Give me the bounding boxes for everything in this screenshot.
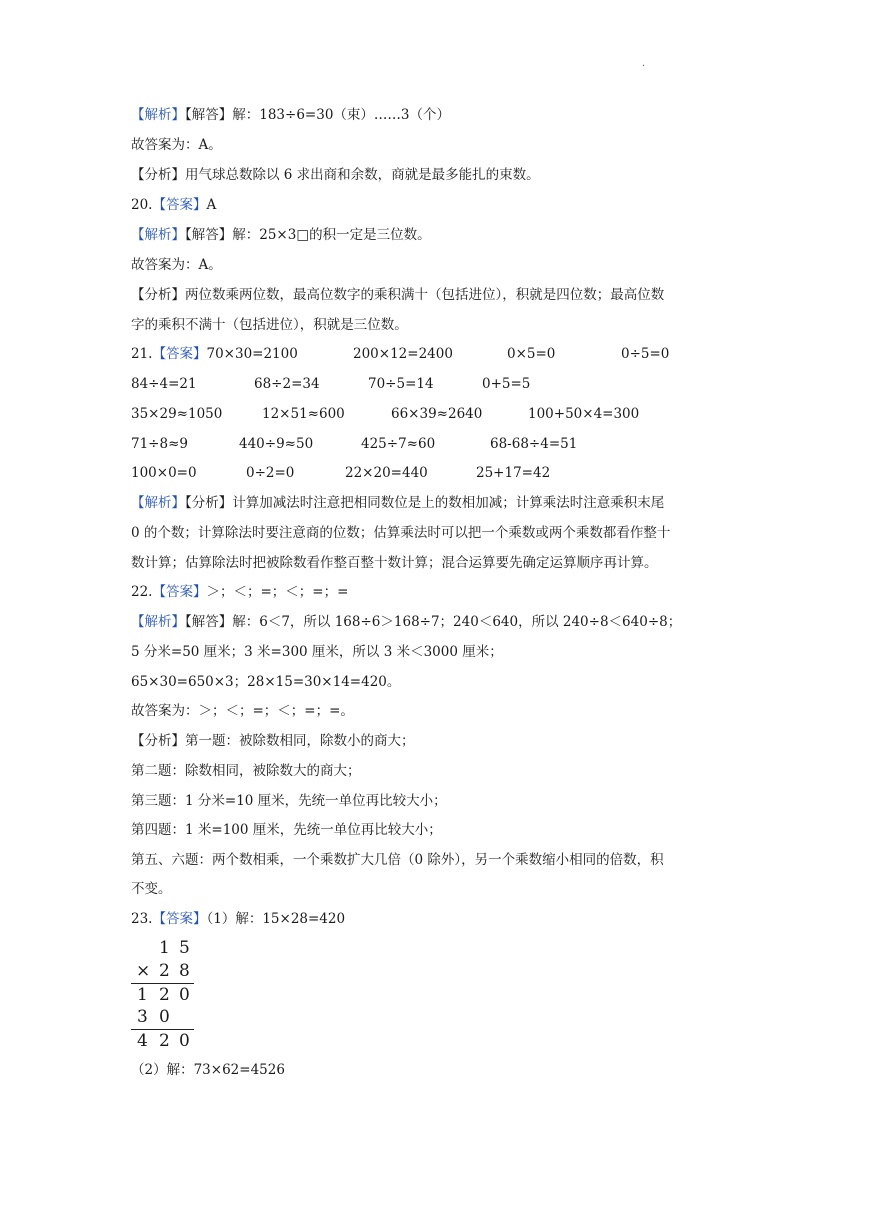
q22-answer: 故答案为：＞；＜；=；＜；=；=。 [131, 703, 354, 719]
digit: 1 [159, 938, 170, 958]
tag-daan: 【答案】 [152, 584, 207, 600]
digit: 2 [159, 985, 170, 1005]
tag-jiexi: 【解析】 [131, 614, 185, 630]
digit: 4 [137, 1031, 148, 1051]
q21-analysis-line [131, 494, 664, 512]
q20-analysis-line [131, 286, 664, 304]
q21-cell: 200×12=2400 [353, 346, 453, 362]
q21-analysis-2: 0 的个数；计算除法时要注意商的位数；估算乘法时可以把一个乘数或两个乘数都看作整十 [131, 525, 671, 541]
q22-solve-2: 5 分米=50 厘米；3 米=300 厘米，所以 3 米＜3000 厘米； [131, 644, 503, 660]
q20-analysis-2: 字的乘积不满十（包括进位），积就是三位数。 [131, 317, 408, 333]
tag-jieda: 【解答】 [185, 107, 233, 123]
calc-rule [131, 983, 194, 984]
q21-cell: 0÷2=0 [246, 465, 295, 481]
tag-jiexi: 【解析】 [131, 227, 185, 243]
q21-cell: 25+17=42 [476, 465, 551, 481]
q19-solve: 解：183÷6=30（束）……3（个） [232, 107, 450, 123]
q21-cell: 425÷7≈60 [361, 436, 436, 452]
q21-row-5 [131, 464, 551, 482]
q21-cell: 70×30=2100 [206, 346, 298, 362]
q21-cell: 100×0=0 [131, 465, 197, 481]
q21-cell: 0×5=0 [507, 346, 556, 362]
q22-analysis-1: 第一题：被除数相同，除数小的商大； [185, 733, 415, 749]
q23-part-1: （1）解：15×28=420 [206, 911, 346, 927]
q21-cell: 12×51≈600 [262, 406, 345, 422]
digit: 0 [179, 1031, 190, 1051]
q21-analysis-1: 计算加减法时注意把相同数位是上的数相加减；计算乘法时注意乘积末尾 [232, 495, 665, 511]
q19-answer: 故答案为：A。 [131, 137, 222, 153]
tag-fenxi: 【分析】 [131, 287, 185, 303]
q21-cell: 0÷5=0 [621, 346, 670, 362]
q21-cell: 0+5=5 [482, 376, 531, 392]
q21-row-3 [131, 405, 640, 423]
q22-ans: ＞；＜；=；＜；=；= [206, 584, 349, 600]
tag-jieda: 【解答】 [185, 614, 233, 630]
q21-cell: 66×39≈2640 [391, 406, 483, 422]
q22-answer-line [131, 583, 348, 601]
tag-jiexi: 【解析】 [131, 495, 185, 511]
tag-jieda: 【解答】 [185, 227, 233, 243]
digit: 5 [179, 938, 190, 958]
tag-fenxi: 【分析】 [185, 495, 233, 511]
times-sign: × [136, 961, 151, 981]
calc-rule [131, 1029, 194, 1030]
q21-row-1 [131, 345, 670, 363]
q20-solve-line [131, 226, 431, 244]
digit: 0 [159, 1007, 170, 1027]
digit: 3 [137, 1007, 148, 1027]
tag-jiexi: 【解析】 [131, 107, 185, 123]
q21-cell: 84÷4=21 [131, 376, 197, 392]
q21-cell: 35×29≈1050 [131, 406, 223, 422]
tag-fenxi: 【分析】 [131, 733, 185, 749]
digit: 1 [137, 985, 148, 1005]
digit: 2 [159, 1031, 170, 1051]
q19-analysis: 用气球总数除以 6 求出商和余数，商就是最多能扎的束数。 [185, 167, 540, 183]
q20-number: 20. [131, 197, 153, 213]
q21-analysis-3: 数计算；估算除法时把被除数看作整百整十数计算；混合运算要先确定运算顺序再计算。 [131, 555, 658, 571]
q21-cell: 71÷8≈9 [131, 436, 188, 452]
q21-cell: 22×20=440 [345, 465, 428, 481]
q22-analysis-3: 第三题：1 分米=10 厘米，先统一单位再比较大小； [131, 793, 447, 809]
q19-analysis-line [131, 166, 540, 184]
q20-answer: 故答案为：A。 [131, 257, 222, 273]
q20-solve: 解：25×3□的积一定是三位数。 [232, 227, 431, 243]
q21-cell: 70÷5=14 [368, 376, 434, 392]
q21-cell: 68÷2=34 [254, 376, 320, 392]
q22-analysis-2: 第二题：除数相同，被除数大的商大； [131, 763, 361, 779]
q21-row-2 [131, 375, 531, 393]
q21-cell: 440÷9≈50 [239, 436, 314, 452]
q23-answer-line [131, 910, 345, 928]
q23-part-2: （2）解：73×62=4526 [131, 1062, 285, 1078]
digit: 2 [159, 961, 170, 981]
q20-analysis-1: 两位数乘两位数，最高位数字的乘积满十（包括进位），积就是四位数；最高位数 [185, 287, 665, 303]
q22-analysis-5: 第五、六题：两个数相乘，一个乘数扩大几倍（0 除外），另一个乘数缩小相同的倍数，积 [131, 852, 664, 868]
tag-daan: 【答案】 [152, 346, 207, 362]
q23-number: 23. [131, 911, 153, 927]
q22-solve-3: 65×30=650×3；28×15=30×14=420。 [131, 674, 401, 690]
tag-daan: 【答案】 [152, 197, 207, 213]
digit: 0 [179, 985, 190, 1005]
digit: 8 [179, 961, 190, 981]
q22-solve-line [131, 613, 681, 631]
q21-number: 21. [131, 346, 153, 362]
q21-cell: 100+50×4=300 [528, 406, 640, 422]
q21-row-4 [131, 435, 578, 453]
q22-analysis-4: 第四题：1 米=100 厘米，先统一单位再比较大小； [131, 822, 442, 838]
q22-number: 22. [131, 584, 153, 600]
tag-daan: 【答案】 [152, 911, 207, 927]
q21-cell: 68-68÷4=51 [490, 436, 578, 452]
q22-solve-1: 解：6＜7，所以 168÷6＞168÷7；240＜640，所以 240÷8＜640÷8； [232, 614, 682, 630]
q20-ans: A [206, 197, 217, 213]
q20-answer-line [131, 196, 216, 214]
q19-solve-line [131, 106, 450, 124]
q22-analysis-6: 不变。 [131, 881, 172, 897]
page-marker: . [642, 58, 646, 69]
q22-analysis-line [131, 732, 415, 750]
tag-fenxi: 【分析】 [131, 167, 185, 183]
